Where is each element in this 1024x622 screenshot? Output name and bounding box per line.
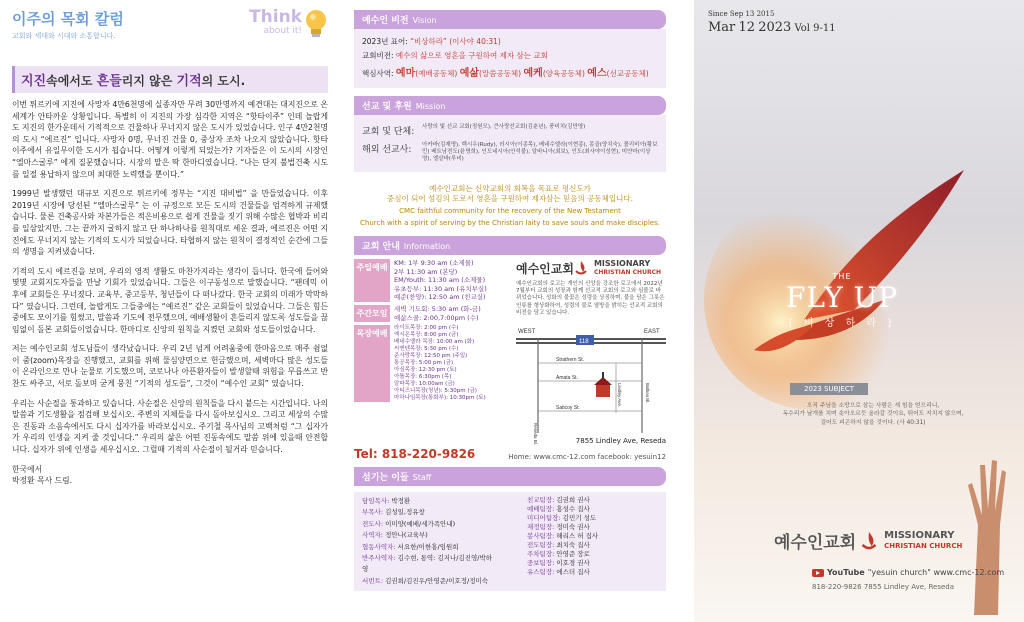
- logo-and-map: [510, 259, 666, 445]
- staff-list: [354, 492, 666, 591]
- column-body: [12, 99, 328, 456]
- map-reseda-label: Reseda Bl.: [533, 423, 538, 446]
- map-saticoy-label: Saticoy St.: [556, 405, 580, 412]
- map-west-label: WEST: [518, 329, 536, 336]
- think-badge: [249, 8, 328, 36]
- staff-item: 사역자: 정안나(교육부): [362, 531, 428, 540]
- staff-item: 부목사: 김성일,정유창: [362, 508, 425, 517]
- raised-hand-illustration: [954, 445, 1014, 615]
- column-headline-bar: [12, 66, 328, 93]
- church-address: 7855 Lindley Ave, Reseda: [575, 437, 666, 446]
- column-paragraph: 저는 예수인교회 성도님들이 생각났습니다. 우리 2년 넘게 어려움중에 한마음으로 매주 쉼없이 줌(zoom)목장을 진행했고, 교회를 위해 물심양면으로 헌금했으며, 세벽마다 많은 성도들이 온라인으로 만나 눈물로 기도했으며, 코로나나 아픈환자들이 발생할때 위험을 무릅쓰고 반찬도 싸주고, 서로 돌보며 굳게 뭉친 “기적의 성도들”, 그것이 “예수인 교회” 였습니다.: [12, 344, 328, 389]
- web-links[interactable]: Home: www.cmc-12.com facebook: yesuin12: [508, 453, 666, 462]
- cover-church-logo: 예수인교회 MISSIONARY CHRISTIAN CHURCH: [774, 529, 963, 553]
- staff-section-bar: 섬기는 이들 Staff: [354, 467, 666, 486]
- column-headline: 지진속에서도 흔들리지 않은 기적의 도시.: [21, 74, 246, 89]
- mission-church-row: 교회 및 단체: 사랑의 빛 선교 교회(정원모), 큰사랑선교회(김춘년), 풍비치(김만영): [362, 124, 586, 137]
- theme-verse: 오직 주님을 소망으로 삼는 사람은 새 힘을 얻으리니, 독수리가 날개를 치며 솟아오르듯 올라갈 것이요, 뛰어도 지치지 않으며, 걸어도 피곤하지 않을 것이다. (사 40:31): [782, 403, 964, 426]
- column-paragraph: 1999년 발생했던 대규모 지진으로 튀르키에 정부는 “지진 대비법” 을 만들었습니다. 이후 2019년 시장에 당선된 “엘마스굴루” 는 이 규정으로 모든 도시의 건물들을 엄격하게 규제했습니다. 물론 건축공사와 자본가들은 적은비용으로 쉽게 건물을 짓기 위해 수많은 협박과 비리를 일삼았지만, 그는 끝까지 굴하지 않고 단 하나하나를 원칙대로 세운 결과, 에르진은 어떤 지진에도 무너지지 않는 기적의 도시가 되었습니다. 타협하지 않는 원칙이 결정적인 순간에 그들의 생명을 지켜냈습니다.: [12, 189, 328, 257]
- column-paragraph: 우리는 사순절을 통과하고 있습니다. 사순절은 신앙의 원칙들을 다시 붙드는 시간입니다. 나의 말씀과 기도생활을 점검해 보십시오. 주변의 지체들을 다시 돌아보십시오. 그리고 세상의 수많은 진동과 소음속에서도 다시 십자가를 바라보십시오. 주기철 목사님의 고백처럼 “그 십자가가 우리의 인생을 지켜 줄 것입니다.” 우리의 삶은 어떤 진동속에도 말씀 위에 있을때 안전합니다. 십자가 위에 인생을 세우십시오. 그럴때 기적의 사순절이 될거라 믿습니다.: [12, 398, 328, 455]
- mission-box: [354, 115, 666, 172]
- column-signature-name: 박정환 목사 드림.: [12, 476, 73, 486]
- theme-title: THE FLY UP [ 비 상 하 라 ]: [786, 272, 899, 329]
- staff-item: 미디어팀장: 김민기 성도: [527, 514, 597, 523]
- staff-item: 친교팀장: 김권희 권사: [527, 496, 590, 505]
- staff-column-right: [493, 496, 658, 587]
- weekly-meeting-row: 주간모임 새벽 기도회: 5:30 am (화-금) 예삶스쿨: 2:00,7:00pm (수): [354, 305, 510, 322]
- staff-item: 주차팀장: 안영준 장로: [527, 550, 590, 559]
- church-building-icon: [594, 372, 612, 397]
- info-box: [354, 259, 666, 445]
- since-date: Since Sep 13 2015: [708, 10, 775, 18]
- map-lindley-label: Lindley Ave.: [617, 383, 622, 408]
- staff-item: 유스팀장: 에스더 집사: [527, 568, 590, 577]
- flame-icon: [860, 530, 878, 552]
- lightbulb-icon: [304, 8, 328, 42]
- church-vision-line: 교회비전: 예수의 삶으로 영혼을 구원하여 제자 삼는 교회: [362, 51, 548, 60]
- subject-badge: 2023 SUBJECT: [790, 383, 868, 395]
- column-signature-location: 한국에서: [12, 464, 43, 474]
- service-schedule: [354, 259, 510, 445]
- map-amata-label: Amata St.: [556, 375, 578, 382]
- vision-section-bar: 예수인 비전 Vision: [354, 10, 666, 29]
- staff-item: 봉사팀장: 해리스 허 집사: [527, 532, 599, 541]
- info-section-bar: 교회 안내 Information: [354, 236, 666, 255]
- vision-box: [354, 29, 666, 88]
- church-info-panel: [344, 0, 676, 622]
- column-header: [12, 8, 328, 58]
- staff-item: 중보팀장: 이호경 권사: [527, 559, 590, 568]
- youtube-icon: [812, 569, 824, 577]
- mission-field-row: 해외 선교사: 아카바(김재명), 백시우(Rudy), 러시아(이종목), 베네수엘라(이현종), 몽골(양치숙), 볼리비아(황보민) 베트남전도(윤명희), 인도네시아(안석불), 알바니아(최보), 인도(최사야이성현), 미얀마(이상영), 엘살바(루비): [362, 142, 658, 162]
- core-ministry-line: 핵심사역: 예마(예배공동체) 예삶(말씀공동체) 예케(양육공동체) 예스(선교공동체): [362, 68, 649, 79]
- map-freeway-label: 118: [579, 339, 589, 346]
- staff-item: 전도사: 이미양(예배/세가족안내): [362, 519, 456, 528]
- pastor-column-panel: [0, 0, 340, 622]
- youtube-link[interactable]: YouTube "yesuin church" www.cmc-12.com: [812, 568, 1004, 577]
- mission-section-bar: 선교 및 후원 Mission: [354, 96, 666, 115]
- bulletin-date: Mar 12 2023 Vol 9-11: [708, 20, 836, 35]
- phone-number[interactable]: Tel: 818-220-9826: [354, 447, 476, 462]
- column-paragraph: 기적의 도시 에르진을 보며, 우리의 영적 생활도 마찬가지라는 생각이 듭니다. 한국에 들어와 몇몇 교회지도자들을 만날 기회가 있었습니다. 그들은 이구동성으로 말했습니다. “팬데믹 이후에 교회들은 무너졌다. 교육부, 중고등부, 청년들이 다 떠나갔다. 한국 교회의 미래가 막막하다” 였습니다. 그런데, 놀랍게도 그들중에는 “예르진” 같은 교회들이 있었습니다. 그들은 힘든중에도 모이기를 힘썼고, 말씀과 기도에 전무했으며, 예배생활이 흔들리지 않도록 성도들을 끊임없이 돌본 교회들이었습니다. 한마디로 신앙의 원칙을 지켰던 교회와 성도들이었습니다.: [12, 266, 328, 334]
- map-strathern-label: Strathern St.: [556, 357, 585, 364]
- column-title: 이주의 목회 칼럼: [12, 10, 124, 28]
- staff-item: 반주사역자: 김수현, 통역: 김지나/김진영/박하영: [362, 554, 493, 574]
- church-logo: 예수인교회 MISSIONARY CHRISTIAN CHURCH: [516, 259, 661, 276]
- staff-item: 협동사역자: 서요한/이한홍/임원희: [362, 542, 459, 551]
- map-balboa-label: Balboa Bl.: [645, 383, 650, 404]
- sunday-service-row: 주일예배 KM: 1부 9:30 am (소제물) 2부 11:30 am (본당) EM/Youth: 11:30 am (소제물) 유초등부: 11:30 am (유치부실) 예준(찬양): 12:50 am (친교실): [354, 259, 510, 302]
- column-subtitle: 교회와 세대와 시대와 소통합니다.: [12, 32, 116, 40]
- think-subtitle: about it!: [263, 26, 302, 36]
- staff-item: 예배팀장: 홍성수 집사: [527, 505, 590, 514]
- cell-group-row: 목장예배 라이트목장: 2:00 pm (수) 엑시온목장: 8:00 pm (금) 베네수엘라 목장: 10:00 am (화) 씨앤텐목장: 5:30 pm (수) 준사랑목장: 12:50 pm (주일) 통공목장: 5:00 pm (금) 아심목장: 12:30 pm (토) 아틀목장: 6:30pm (목) 알파목장: 10:00am (금) 아티즈니목장(청년): 5:30pm (금) 마하나임목장(통화부): 10:30pm (토): [354, 325, 510, 402]
- staff-item: 담임목사: 박정환: [362, 497, 411, 506]
- bulletin-cover: [694, 0, 1024, 622]
- theme-line: 2023년 표어: “비상하라” (이사야 40:31): [362, 37, 501, 46]
- flame-icon: [574, 260, 588, 276]
- staff-item: 재정팀장: 정미숙 권사: [527, 523, 590, 532]
- think-title: Think: [249, 7, 302, 27]
- church-mission-statement: 예수인교회는 신약교회의 회복을 목표로 평신도가 중심이 되어 섬김의 도로서 영혼을 구원하여 제자삼는 믿음의 공동체입니다. CMC faithful community for the recovery of the New Testament Church with a spirit of serving by the Christian laity to save souls and make disciples.: [360, 184, 660, 227]
- logo-description: 예수인교회의 로고는 개인의 신앙을 강조한 로고에서 2022년 7월부터 교회의 성장과 함께 선교적 교회의 로고와 심볼로 바뀌었습니다. 성화의 불꽃은 성령을 상징하며, 불을 담은 그릇은 인류를 형상화하여, 성령의 불로 열방을 밝히는 선교적 교회의 비전을 담고 있습니다.: [516, 281, 665, 316]
- column-paragraph: 이번 튀르키에 지진에 사망자 4만6천명에 실종자만 무려 30만명까지 예견대는 대지진으로 온세계가 안타까운 상황입니다. 특별히 이 지진의 가장 심각한 지역은 “핫타이주” 인데 놀랍게도 지진의 한가운데서 기적적으로 건물하나 무너지지 않은 도시가 있었습니다. 인구 4만2천명의 도시 “에르진” 입니다. 사망자 0명, 무너진 건물 0, 중상자 조차 나오지 않았습니다. 핫타이주에서 유일무이한 도시가 됩습니다. 어떻게 이렇게 되었는가? 기자들은 이 도시의 시장인 “엘마스굴루” 에게 질문했습니다. 시장의 말은 딱 한마디였습니다. “나는 단지 불법건축 시도를 일절 용납하지 않으며 최대한 노력했을 뿐이다.”: [12, 100, 328, 179]
- staff-item: 전도팀장: 최치숙 집사: [527, 541, 590, 550]
- cover-contact: 818-220-9826 7855 Lindley Ave, Reseda: [812, 583, 955, 591]
- contact-row: [354, 447, 666, 461]
- map-east-label: EAST: [644, 329, 660, 336]
- staff-item: 서번트: 김권희/김진우/안영준/이호정/정미숙: [362, 576, 489, 585]
- staff-column-left: [362, 496, 493, 587]
